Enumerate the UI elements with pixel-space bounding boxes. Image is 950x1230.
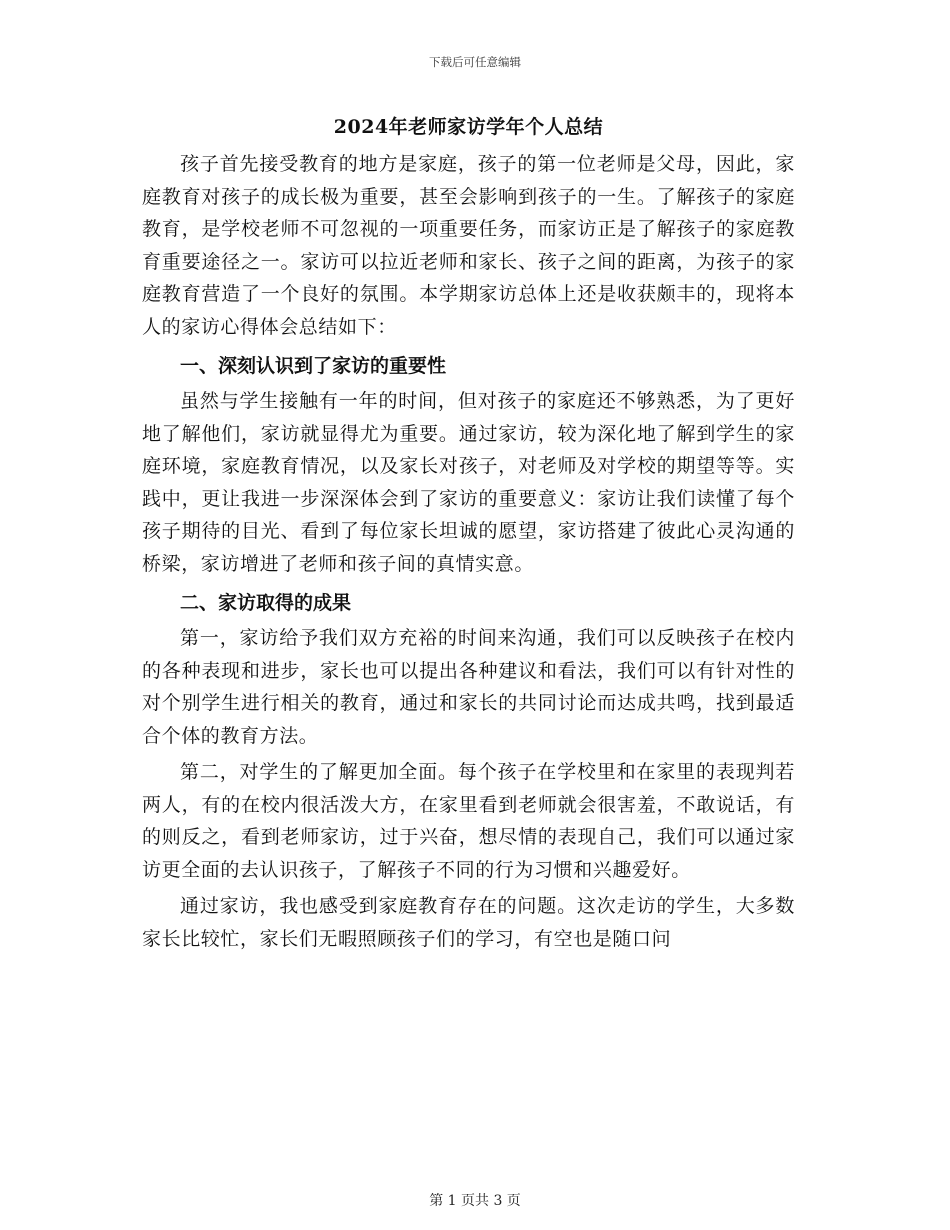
- document-body: [142, 112, 795, 959]
- section-1-paragraph: 虽然与学生接触有一年的时间，但对孩子的家庭还不够熟悉，为了更好地了解他们，家访就显得尤为重要。通过家访，较为深化地了解到学生的家庭环境，家庭教育情况，以及家长对孩子，对老师及对学校的期望等等。实践中，更让我进一步深深体会到了家访的重要意义：家访让我们读懂了每个孩子期待的目光、看到了每位家长坦诚的愿望，家访搭建了彼此心灵沟通的桥梁，家访增进了老师和孩子间的真情实意。: [142, 390, 795, 575]
- section-2-paragraph-1: 第一，家访给予我们双方充裕的时间来沟通，我们可以反映孩子在校内的各种表现和进步，家长也可以提出各种建议和看法，我们可以有针对性的对个别学生进行相关的教育，通过和家长的共同讨论而达成共鸣，找到最适合个体的教育方法。: [142, 627, 795, 747]
- document-title: 2024年老师家访学年个人总结: [333, 116, 604, 138]
- intro-paragraph: 孩子首先接受教育的地方是家庭，孩子的第一位老师是父母，因此，家庭教育对孩子的成长极为重要，甚至会影响到孩子的一生。了解孩子的家庭教育，是学校老师不可忽视的一项重要任务，而家访正是了解孩子的家庭教育重要途径之一。家访可以拉近老师和家长、孩子之间的距离，为孩子的家庭教育营造了一个良好的氛围。本学期家访总体上还是收获颇丰的，现将本人的家访心得体会总结如下：: [142, 153, 795, 338]
- section-1-heading: 一、深刻认识到了家访的重要性: [180, 355, 447, 377]
- section-2-paragraph-3: 通过家访，我也感受到家庭教育存在的问题。这次走访的学生，大多数家长比较忙，家长们无暇照顾孩子们的学习，有空也是随口问: [142, 895, 795, 950]
- section-2-heading: 二、家访取得的成果: [180, 592, 352, 614]
- page-number-footer: 第 1 页共 3 页: [429, 1193, 521, 1209]
- page-header-note: 下载后可任意编辑: [429, 55, 521, 69]
- section-2-paragraph-2: 第二，对学生的了解更加全面。每个孩子在学校里和在家里的表现判若两人，有的在校内很活泼大方，在家里看到老师就会很害羞，不敢说话，有的则反之，看到老师家访，过于兴奋，想尽情的表现自己，我们可以通过家访更全面的去认识孩子，了解孩子不同的行为习惯和兴趣爱好。: [142, 761, 795, 881]
